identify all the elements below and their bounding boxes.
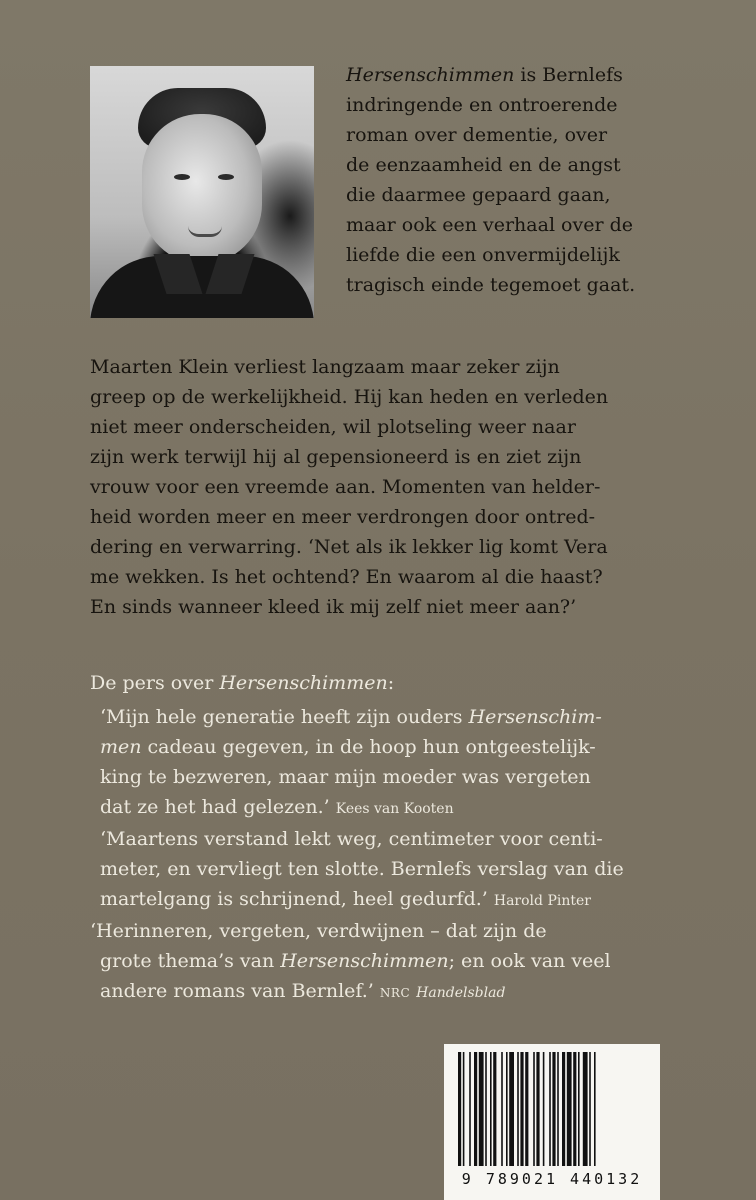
barcode-bar (543, 1052, 545, 1166)
barcode-bar (501, 1052, 503, 1166)
barcode-bar (583, 1052, 588, 1166)
quote-line: dat ze het had gelezen.’ Kees van Kooten (100, 796, 454, 818)
barcode-bar (552, 1052, 555, 1166)
author-photo-shirt (90, 256, 314, 318)
intro-line: Hersenschimmen is Bernlefs (346, 64, 623, 86)
synopsis-line: heid worden meer en meer verdrongen door ontred- (90, 506, 596, 528)
press-quote-pinter (90, 824, 624, 916)
press-section (90, 668, 624, 1008)
barcode-bar (567, 1052, 572, 1166)
barcode-bar (520, 1052, 523, 1166)
barcode-bar (536, 1052, 539, 1166)
synopsis-line: Maarten Klein verliest langzaam maar zeker zijn (90, 356, 560, 378)
isbn-number: 9 789021 440132 (461, 1170, 643, 1188)
barcode-bar (485, 1052, 487, 1166)
quote-line: martelgang is schrijnend, heel gedurfd.’ Harold Pinter (100, 888, 591, 910)
barcode-bar (549, 1052, 551, 1166)
barcode-bar (469, 1052, 471, 1166)
barcode-bar (525, 1052, 528, 1166)
synopsis-line: me wekken. Is het ochtend? En waarom al die haast? (90, 566, 603, 588)
quote-line: king te bezweren, maar mijn moeder was vergeten (100, 766, 591, 788)
author-photo-eye (218, 174, 234, 180)
press-quote-kooten (90, 702, 624, 824)
barcode-bar (509, 1052, 514, 1166)
synopsis-line: niet meer onderscheiden, wil plotseling weer naar (90, 416, 576, 438)
quote-attribution: Kees van Kooten (335, 801, 454, 817)
quote-line: ‘Maartens verstand lekt weg, centimeter voor centi- (100, 828, 603, 850)
book-title: Hersenschimmen (346, 64, 515, 86)
synopsis-paragraph (90, 352, 608, 622)
quote-line: men cadeau gegeven, in de hoop hun ontgeestelijk- (100, 736, 596, 758)
barcode-bar (578, 1052, 580, 1166)
barcode-bar (458, 1052, 461, 1166)
intro-paragraph (346, 60, 635, 300)
author-photo-face (142, 114, 262, 264)
barcode-bars (452, 1052, 652, 1170)
press-heading: De pers over Hersenschimmen: (90, 672, 395, 694)
quote-line: grote thema’s van Hersenschimmen; en ook van veel (100, 950, 611, 972)
barcode-bar (594, 1052, 596, 1166)
barcode-bar (589, 1052, 591, 1166)
quote-line: ‘Mijn hele generatie heeft zijn ouders Hersenschim- (100, 706, 602, 728)
intro-line: de eenzaamheid en de angst (346, 154, 621, 176)
quote-line: meter, en vervliegt ten slotte. Bernlefs verslag van die (100, 858, 624, 880)
barcode-bar (474, 1052, 477, 1166)
synopsis-line: dering en verwarring. ‘Net als ik lekker lig komt Vera (90, 536, 608, 558)
barcode-bar (490, 1052, 492, 1166)
barcode-bar (493, 1052, 496, 1166)
barcode-bar (573, 1052, 576, 1166)
synopsis-line: vrouw voor een vreemde aan. Momenten van helder- (90, 476, 601, 498)
synopsis-line: greep op de werkelijkheid. Hij kan heden en verleden (90, 386, 609, 408)
barcode-bar (506, 1052, 508, 1166)
isbn-barcode (444, 1044, 660, 1200)
intro-line: tragisch einde tegemoet gaat. (346, 274, 636, 296)
barcode-bar (517, 1052, 519, 1166)
synopsis-line: zijn werk terwijl hij al gepensioneerd is en ziet zijn (90, 446, 582, 468)
quote-attribution: Handelsblad (416, 985, 506, 1001)
barcode-bar (463, 1052, 465, 1166)
barcode-bar (479, 1052, 484, 1166)
barcode-bar (562, 1052, 565, 1166)
quote-line: ‘Herinneren, vergeten, verdwijnen – dat zijn de (90, 920, 547, 942)
intro-line: indringende en ontroerende (346, 94, 618, 116)
barcode-bar (533, 1052, 535, 1166)
quote-attribution: NRC (379, 986, 411, 1000)
intro-line: die daarmee gepaard gaan, (346, 184, 611, 206)
intro-line: roman over dementie, over (346, 124, 608, 146)
author-photo-eye (174, 174, 190, 180)
intro-line: maar ook een verhaal over de (346, 214, 634, 236)
intro-line: liefde die een onvermijdelijk (346, 244, 620, 266)
quote-line: andere romans van Bernlef.’ NRC Handelsblad (100, 980, 506, 1002)
author-photo (90, 66, 314, 318)
press-quote-nrc (90, 916, 624, 1008)
quote-attribution: Harold Pinter (493, 893, 591, 909)
barcode-bar (557, 1052, 559, 1166)
synopsis-line: En sinds wanneer kleed ik mij zelf niet meer aan?’ (90, 596, 577, 618)
